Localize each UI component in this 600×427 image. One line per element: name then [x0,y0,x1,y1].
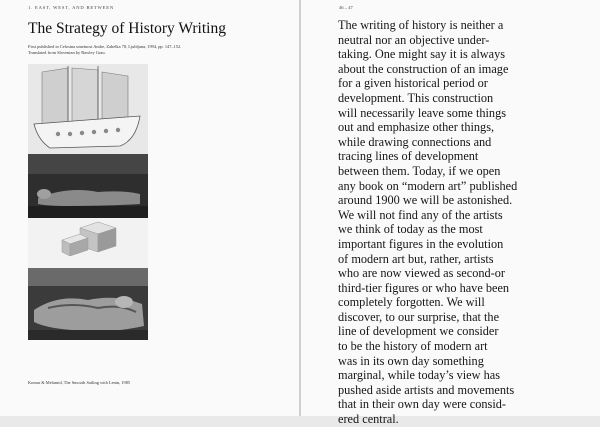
lying-figure-panel [28,268,148,340]
body-line: was in its own day something [338,353,484,368]
body-line: tracing lines of development [338,149,479,164]
left-page [0,0,299,416]
reclining-figure-panel [28,154,148,218]
running-head: 1. EAST, WEST, AND BETWEEN [28,5,114,10]
body-line: out and emphasize other things, [338,120,495,135]
body-line: any book on “modern art” published [338,178,518,193]
body-line: who are now viewed as second-or [338,266,505,281]
body-line: important figures in the evolution [338,236,504,251]
body-line: we think of today as the most [338,222,483,237]
body-line: of modern art but, rather, artists [338,251,494,266]
body-line: We will not find any of the artists [338,207,503,222]
body-line: line of development we consider [338,324,499,339]
body-line: pushed aside artists and movements [338,382,515,397]
body-line: while drawing connections and [338,134,492,149]
cubes-panel [28,218,148,268]
body-line: for a given historical period or [338,76,488,91]
publication-note [28,44,228,56]
body-line: discover, to our surprise, that the [338,309,500,324]
body-line: ered central. [338,412,399,427]
page-numbers: 46 – 47 [339,5,353,10]
body-line: will necessarily leave some things [338,105,507,120]
body-line: about the construction of an image [338,61,509,76]
body-line: that in their own day were consid- [338,397,507,412]
body-line: marginal, while today’s view has [338,368,500,383]
body-line: development. This construction [338,90,494,105]
publication-note-line: Translated from Slovenian by Rawley Grau. [28,49,106,55]
chapter-title: The Strategy of History Writing [28,20,226,37]
boat-panel [28,64,148,154]
body-line: between them. Today, if we open [338,163,501,178]
artwork-image [28,64,148,340]
body-text [338,18,538,427]
body-line: taking. One might say it is always [338,47,506,62]
body-line: to be the history of modern art [338,339,488,354]
body-line: around 1900 we will be astonished. [338,193,513,208]
publication-note-line: First published in Celostna umetnost Andre, Zabelka 78, Ljubljana, 1994, pp. 147–152. [28,44,182,49]
right-page [301,0,600,427]
body-line: third-tier figures or who have been [338,280,510,295]
body-line: The writing of history is neither a [338,18,504,32]
body-line: completely forgotten. We will [338,295,485,310]
body-line: neutral nor an objective under- [338,32,490,47]
artwork-caption: Komar & Melamid, The Smooth Sailing with Lenin, 1985 [28,380,131,385]
